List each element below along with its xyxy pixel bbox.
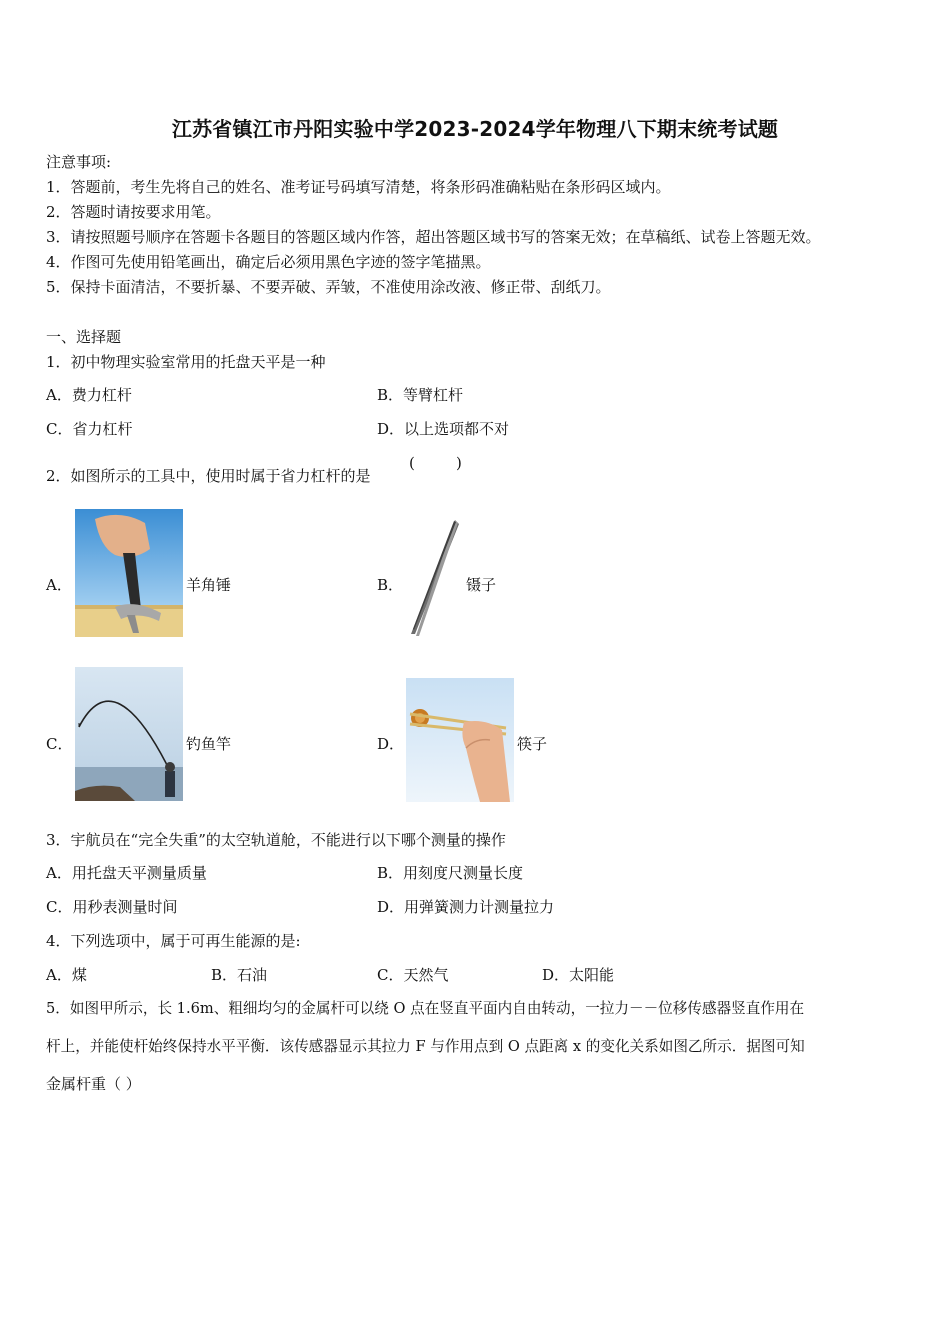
note-item: 5．保持卡面清洁，不要折暴、不要弄破、弄皱，不准使用涂改液、修正带、刮纸刀。 <box>46 278 611 296</box>
note-item: 3．请按照题号顺序在答题卡各题目的答题区域内作答，超出答题区域书写的答案无效；在草稿纸、试卷上答题无效。 <box>46 228 821 246</box>
question-1-stem: 1．初中物理实验室常用的托盘天平是一种 <box>46 353 326 371</box>
q2-option-b-text: 镊子 <box>466 576 497 594</box>
chopsticks-image <box>406 678 514 802</box>
q1-option-a: A．费力杠杆 <box>46 386 132 404</box>
question-2-stem: 2．如图所示的工具中，使用时属于省力杠杆的是 <box>46 467 371 485</box>
notes-heading: 注意事项: <box>46 153 112 171</box>
q1-option-c: C．省力杠杆 <box>46 420 133 438</box>
q4-option-c: C．天然气 <box>377 966 449 984</box>
q2-option-d-text: 筷子 <box>517 735 548 753</box>
section-heading: 一、选择题 <box>46 328 122 346</box>
fishing-rod-image <box>75 667 183 801</box>
q2-option-c-text: 钓鱼竿 <box>186 735 232 753</box>
q1-option-d: D．以上选项都不对 <box>377 420 510 438</box>
question-4-stem: 4．下列选项中，属于可再生能源的是: <box>46 932 301 950</box>
question-5-line: 金属杆重（ ） <box>46 1075 141 1093</box>
q3-option-c: C．用秒表测量时间 <box>46 898 178 916</box>
q4-option-d: D．太阳能 <box>542 966 615 984</box>
q2-option-a-text: 羊角锤 <box>186 576 232 594</box>
tweezers-image <box>405 518 460 638</box>
note-item: 4．作图可先使用铅笔画出，确定后必须用黑色字迹的签字笔描黑。 <box>46 253 491 271</box>
claw-hammer-image <box>75 509 183 637</box>
q2-option-b-letter: B． <box>377 576 404 594</box>
note-item: 1．答题前，考生先将自己的姓名、准考证号码填写清楚，将条形码准确粘贴在条形码区域内。 <box>46 178 671 196</box>
q2-option-c-letter: C． <box>46 735 73 753</box>
q4-option-b: B．石油 <box>211 966 268 984</box>
q2-option-d-letter: D． <box>377 735 405 753</box>
q4-option-a: A．煤 <box>46 966 87 984</box>
q2-option-a-letter: A． <box>46 576 72 594</box>
page-title: 江苏省镇江市丹阳实验中学2023-2024学年物理八下期末统考试题 <box>171 117 779 141</box>
note-item: 2．答题时请按要求用笔。 <box>46 203 221 221</box>
q3-option-b: B．用刻度尺测量长度 <box>377 864 524 882</box>
answer-bracket-close: ) <box>456 454 462 472</box>
question-3-stem: 3．宇航员在“完全失重”的太空轨道舱，不能进行以下哪个测量的操作 <box>46 831 506 849</box>
answer-bracket-open: ( <box>409 454 415 472</box>
q3-option-d: D．用弹簧测力计测量拉力 <box>377 898 555 916</box>
question-5-line: 5．如图甲所示，长 1.6m、粗细均匀的金属杆可以绕 O 点在竖直平面内自由转动，一拉力－－位移传感器竖直作用在 <box>46 1000 805 1017</box>
q1-option-b: B．等臂杠杆 <box>377 386 464 404</box>
question-5-line: 杆上，并能使杆始终保持水平平衡．该传感器显示其拉力 F 与作用点到 O 点距离 x 的变化关系如图乙所示．据图可知 <box>46 1038 805 1055</box>
q3-option-a: A．用托盘天平测量质量 <box>46 864 207 882</box>
